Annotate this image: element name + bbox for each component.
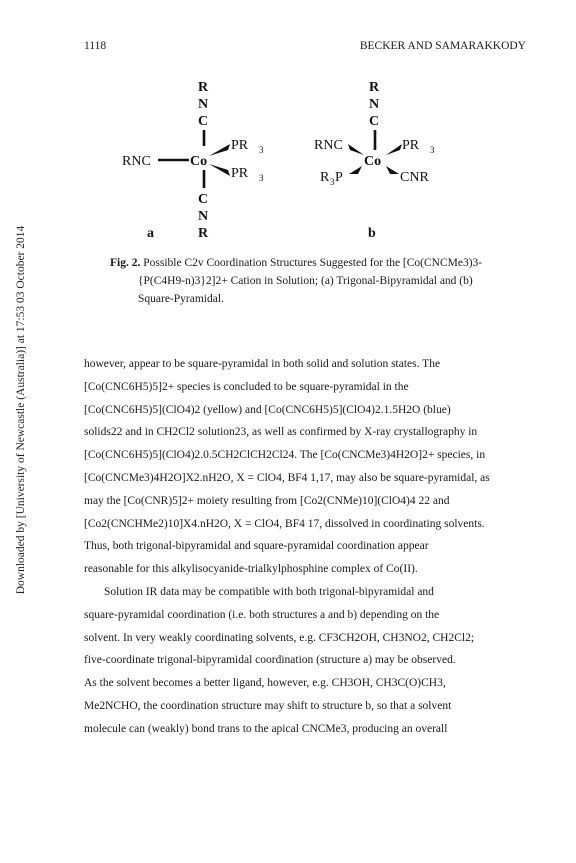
caption-fig-label: Fig. 2. <box>110 257 141 269</box>
body-line: [Co(CNC6H5)5]2+ species is concluded to be square-pyramidal in the <box>84 380 409 393</box>
a-upper-sub: 3 <box>259 145 264 155</box>
download-watermark <box>10 160 32 660</box>
a-lower-wedge <box>209 164 230 176</box>
body-line: solids22 and in CH2Cl2 solution23, as well as confirmed by X-ray crystallography in <box>84 426 478 439</box>
figure-caption <box>110 254 516 308</box>
b-upper-right-sub: 3 <box>430 145 435 155</box>
body-line: [Co(CNC6H5)5](ClO4)2 (yellow) and [Co(CNC6H5)5](ClO4)2.1.5H2O (blue) <box>84 403 451 416</box>
a-bot-c: C <box>198 192 209 207</box>
structure-b <box>314 80 435 241</box>
body-text <box>84 353 522 741</box>
body-line: may the [Co(CNR)5]2+ moiety resulting from [Co2(CNMe)10](ClO4)4 22 and <box>84 494 450 507</box>
body-line: As the solvent becomes a better ligand, however, e.g. CH3OH, CH3C(O)CH3, <box>84 677 446 690</box>
body-line: square-pyramidal coordination (i.e. both structures a and b) depending on the <box>84 608 440 621</box>
body-line: five-coordinate trigonal-bipyramidal coordination (structure a) may be observed. <box>84 654 456 667</box>
b-top-c: C <box>369 114 380 129</box>
b-lower-left-tail: P <box>335 170 343 185</box>
a-bot-n: N <box>198 209 209 224</box>
page-number: 1118 <box>84 40 107 52</box>
a-left-ligand: RNC <box>122 154 151 169</box>
download-note-text: Downloaded by [University of Newcastle (Australia)] at 17:53 03 October 2014 <box>15 225 27 595</box>
b-lower-left: R <box>320 170 330 185</box>
b-lower-right: CNR <box>400 170 429 185</box>
body-line: molecule can (weakly) bond trans to the apical CNCMe3, producing an overall <box>84 722 448 735</box>
body-line: [Co(CNC6H5)5](ClO4)2.0.5CH2ClCH2Cl24. The [Co(CNCMe3)4H2O]2+ species, in <box>84 449 486 462</box>
a-bot-r: R <box>198 226 209 241</box>
caption-line-1 <box>110 254 516 272</box>
b-upper-right: PR <box>402 138 420 153</box>
a-upper-right: PR <box>231 138 249 153</box>
body-line: Solution IR data may be compatible with both trigonal-bipyramidal and <box>104 585 434 598</box>
b-lower-left-sub: 3 <box>330 177 335 187</box>
a-lower-sub: 3 <box>259 173 264 183</box>
a-metal: Co <box>190 154 208 169</box>
a-upper-wedge <box>209 144 230 156</box>
b-top-r: R <box>369 80 380 95</box>
body-line: [Co2(CNCHMe2)10]X4.nH2O, X = ClO4, BF4 17, dissolved in coordinating solvents. <box>84 517 485 530</box>
body-line: reasonable for this alkylisocyanide-trialkylphosphine complex of Co(II). <box>84 563 418 576</box>
body-line: Me2NCHO, the coordination structure may shift to structure b, so that a solvent <box>84 699 452 712</box>
a-top-c: C <box>198 114 209 129</box>
body-line: [Co(CNCMe3)4H2O]X2.nH2O, X = ClO4, BF4 1,17, may also be square-pyramidal, as <box>84 471 490 484</box>
running-title: BECKER AND SAMARAKKODY <box>359 40 526 52</box>
b-metal: Co <box>364 154 382 169</box>
running-header <box>84 40 526 58</box>
a-top-n: N <box>198 97 209 112</box>
b-lower-right-wedge <box>386 166 399 174</box>
b-top-n: N <box>369 97 380 112</box>
body-line: solvent. In very weakly coordinating solvents, e.g. CF3CH2OH, CH3NO2, CH2Cl2; <box>84 631 475 644</box>
caption-line3-text: Square-Pyramidal. <box>138 293 224 305</box>
a-top-r: R <box>198 80 209 95</box>
structure-a <box>122 80 264 241</box>
a-lower-right: PR <box>231 166 249 181</box>
a-label: a <box>147 226 154 241</box>
caption-line1-text: Possible C2v Coordination Structures Suggested for the [Co(CNCMe3)3- <box>143 257 483 269</box>
caption-line2-text: {P(C4H9-n)3}2]2+ Cation in Solution; (a) Trigonal-Bipyramidal and (b) <box>138 275 473 287</box>
structure-diagram <box>100 70 500 250</box>
b-upper-left: RNC <box>314 138 343 153</box>
b-lower-left-wedge <box>349 166 362 174</box>
b-upper-right-wedge <box>386 144 402 155</box>
body-line: however, appear to be square-pyramidal in both solid and solution states. The <box>84 358 441 370</box>
body-line: Thus, both trigonal-bipyramidal and square-pyramidal coordination appear <box>84 540 429 553</box>
b-label: b <box>368 226 376 241</box>
structure-figure <box>100 70 500 250</box>
b-upper-left-wedge <box>348 144 364 155</box>
